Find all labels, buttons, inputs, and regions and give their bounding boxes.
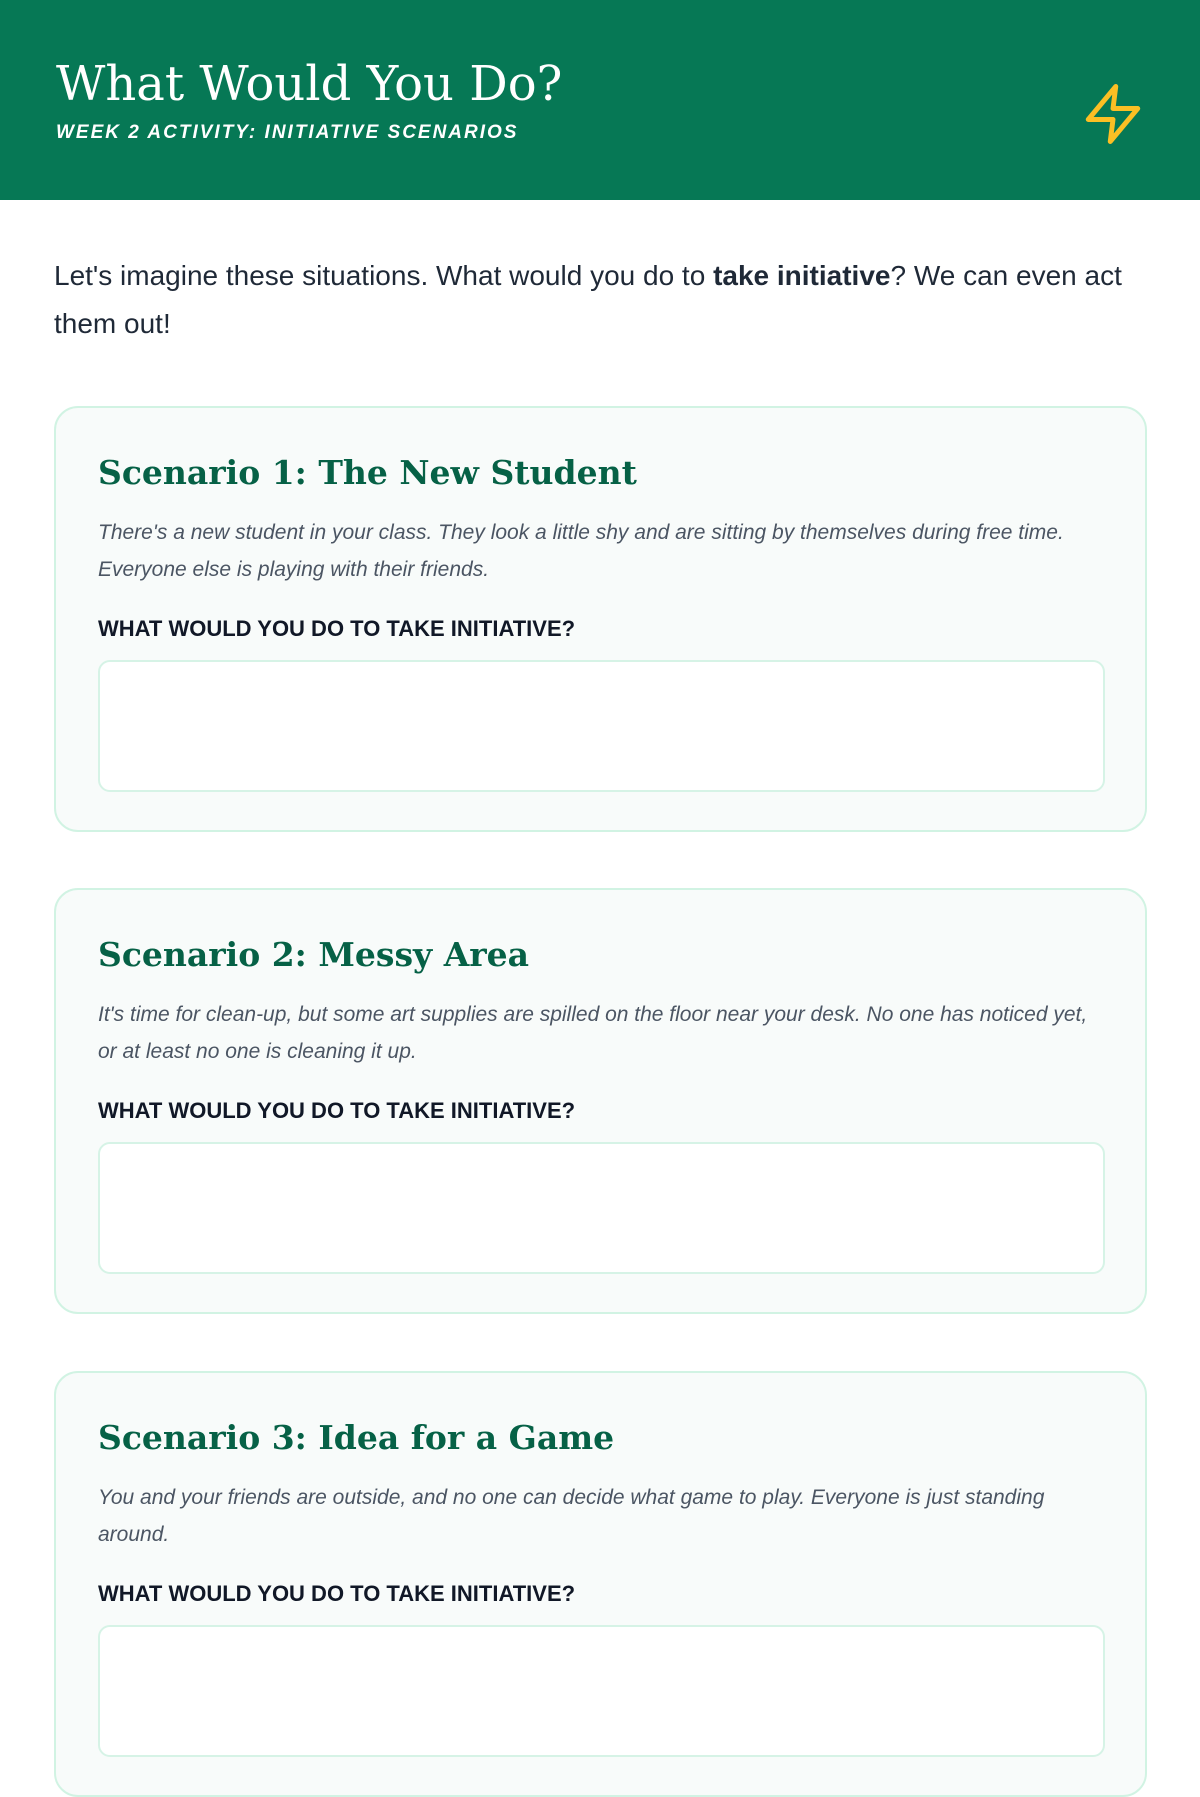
scenario-description: You and your friends are outside, and no one can decide what game to play. Everyone is just standing around. bbox=[98, 1486, 1045, 1546]
page-header bbox=[0, 0, 1200, 200]
intro-text-end: ? We can even act them out! bbox=[54, 260, 1122, 339]
scenario-answer-input[interactable] bbox=[98, 1142, 1105, 1274]
scenario-answer-input[interactable] bbox=[98, 1625, 1105, 1757]
scenario-question-label: WHAT WOULD YOU DO TO TAKE INITIATIVE? bbox=[98, 1098, 576, 1123]
scenario-title: Scenario 1: The New Student bbox=[98, 453, 637, 492]
page-subtitle: WEEK 2 ACTIVITY: INITIATIVE SCENARIOS bbox=[56, 122, 519, 143]
scenario-title: Scenario 3: Idea for a Game bbox=[98, 1418, 615, 1457]
scenario-card-3 bbox=[54, 1371, 1147, 1797]
scenario-description: There's a new student in your class. They look a little shy and are sitting by themselves during free time. Everyone else is playing with their friends. bbox=[98, 521, 1064, 581]
lightning-bolt-icon bbox=[1080, 78, 1146, 150]
scenario-card-1 bbox=[54, 406, 1147, 832]
scenario-question-label: WHAT WOULD YOU DO TO TAKE INITIATIVE? bbox=[98, 616, 576, 641]
page-title: What Would You Do? bbox=[56, 56, 563, 112]
scenario-question-label: WHAT WOULD YOU DO TO TAKE INITIATIVE? bbox=[98, 1581, 576, 1606]
scenario-description: It's time for clean-up, but some art supplies are spilled on the floor near your desk. No one has noticed yet, or at least no one is cleaning it up. bbox=[98, 1003, 1088, 1063]
scenario-card-2 bbox=[54, 888, 1147, 1314]
scenario-answer-input[interactable] bbox=[98, 660, 1105, 792]
scenario-title: Scenario 2: Messy Area bbox=[98, 935, 530, 974]
intro-text bbox=[54, 252, 1154, 348]
intro-emphasis: take initiative bbox=[713, 260, 891, 291]
intro-text-start: Let's imagine these situations. What would you do to bbox=[54, 260, 714, 291]
